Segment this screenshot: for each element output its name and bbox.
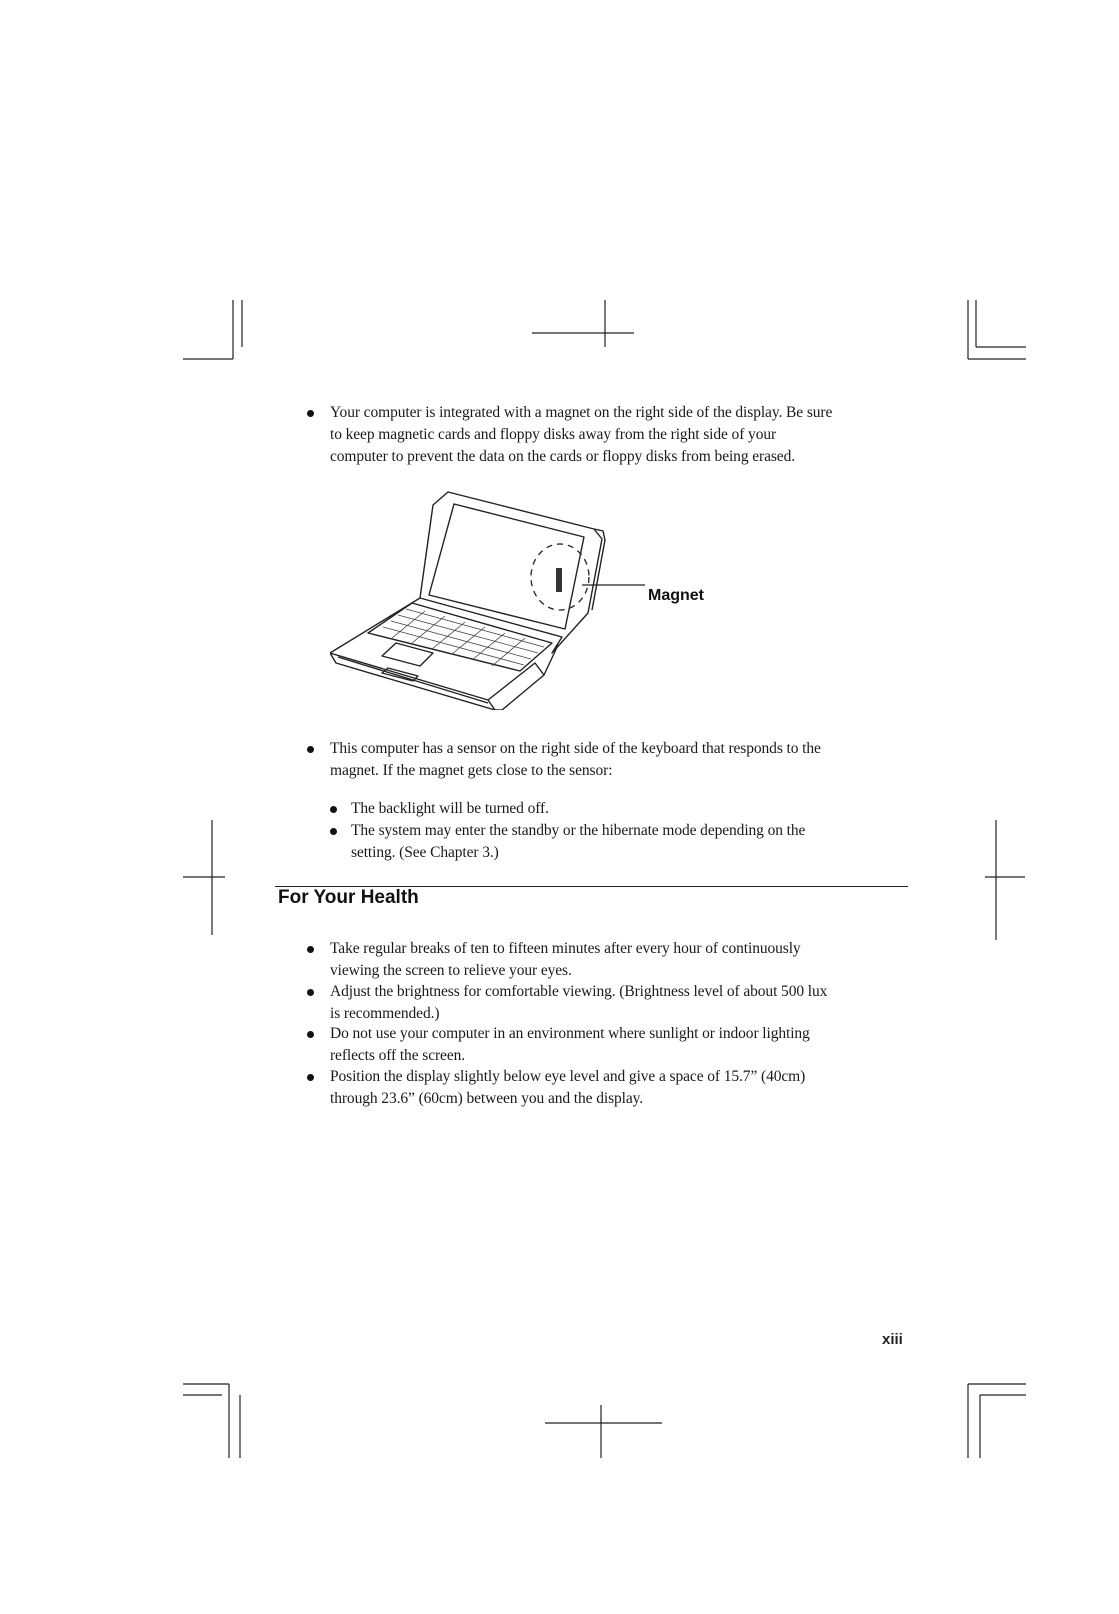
list-item: Do not use your computer in an environment where sunlight or indoor lighting reflects off the screen. [330,1023,810,1067]
section-heading: For Your Health [278,887,419,908]
list-item: Position the display slightly below eye level and give a space of 15.7” (40cm) through 23.6” (60cm) between you and the display. [330,1066,805,1110]
page-number: xiii [882,1331,903,1348]
sub-list-item: The backlight will be turned off. [351,798,549,820]
list-item: Adjust the brightness for comfortable viewing. (Brightness level of about 500 lux is recommended.) [330,981,827,1025]
list-item: Your computer is integrated with a magnet on the right side of the display. Be sure to keep magnetic cards and floppy disks away from the right side of your computer to prevent the data on the cards or floppy disks from being erased. [330,402,832,468]
magnet-callout-label: Magnet [648,587,704,604]
list-item: This computer has a sensor on the right side of the keyboard that responds to the magnet. If the magnet gets close to the sensor: [330,738,821,782]
list-item: Take regular breaks of ten to fifteen minutes after every hour of continuously viewing the screen to relieve your eyes. [330,938,801,982]
sub-list-item: The system may enter the standby or the hibernate mode depending on the setting. (See Chapter 3.) [351,820,805,864]
